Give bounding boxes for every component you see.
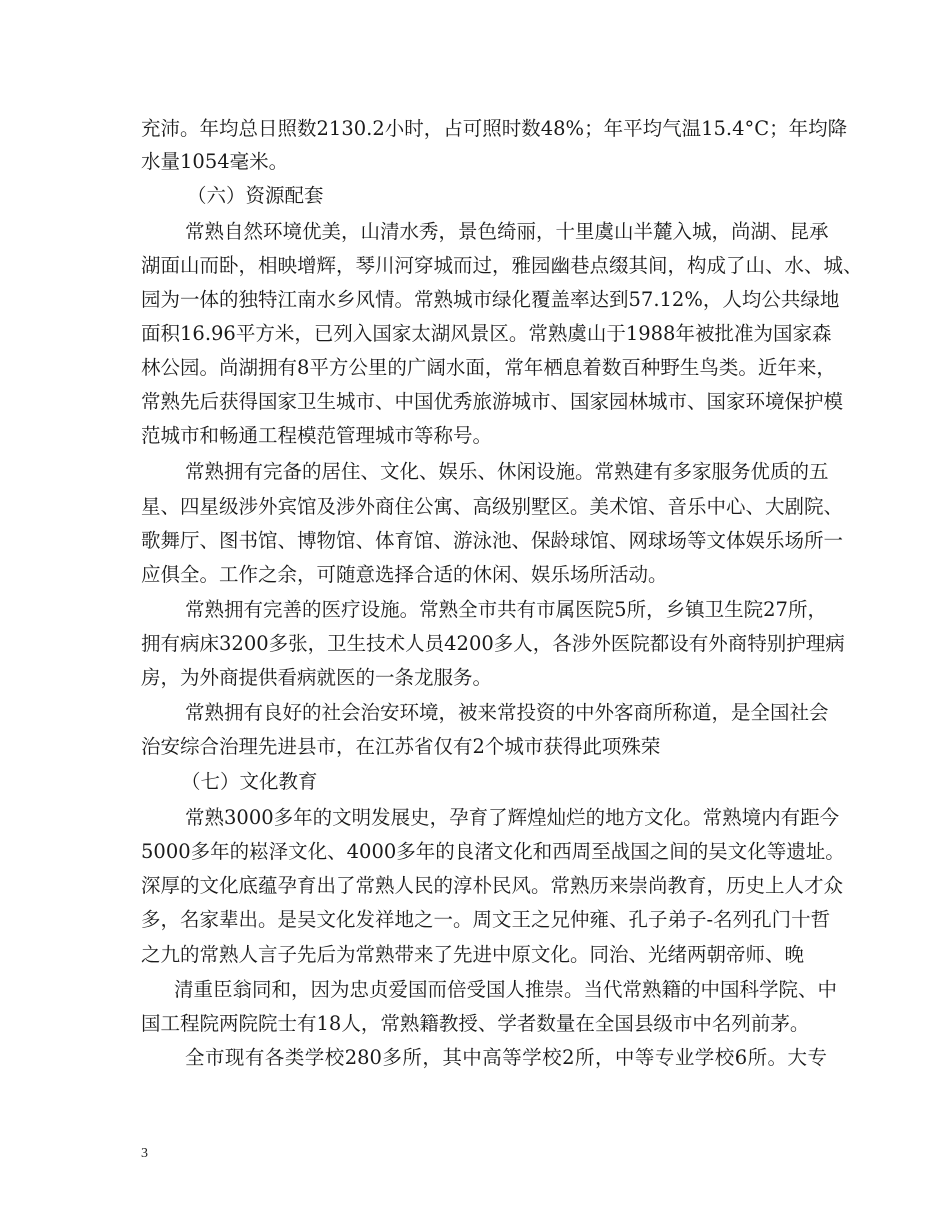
text-line: 多，名家辈出。是吴文化发祥地之一。周文王之兄仲雍、孔子弟子-名列孔门十哲 xyxy=(141,908,831,931)
text-line: 常熟先后获得国家卫生城市、中国优秀旅游城市、国家园林城市、国家环境保护模 xyxy=(141,390,844,413)
text-line: 歌舞厅、图书馆、博物馆、体育馆、游泳池、保龄球馆、网球场等文体娱乐场所一 xyxy=(141,529,844,552)
text-line: 常熟拥有完善的医疗设施。常熟全市共有市属医院5所，乡镇卫生院27所， xyxy=(185,598,827,621)
text-line: 之九的常熟人言子先后为常熟带来了先进中原文化。同治、光绪两朝帝师、晚 xyxy=(141,943,805,966)
text-line: 常熟自然环境优美，山清水秀，景色绮丽，十里虞山半麓入城，尚湖、昆承 xyxy=(185,220,829,243)
text-line: 清重臣翁同和，因为忠贞爱国而倍受国人推崇。当代常熟籍的中国科学院、中 xyxy=(174,978,838,1001)
text-line: 林公园。尚湖拥有8平方公里的广阔水面，常年栖息着数百种野生鸟类。近年来， xyxy=(141,356,836,379)
section-heading: （七）文化教育 xyxy=(181,770,318,793)
text-line: 全市现有各类学校280多所，其中高等学校2所，中等专业学校6所。大专 xyxy=(185,1046,827,1069)
text-line: 常熟3000多年的文明发展史，孕育了辉煌灿烂的地方文化。常熟境内有距今 xyxy=(185,806,840,829)
text-line: 房，为外商提供看病就医的一条龙服务。 xyxy=(141,666,493,689)
text-line: 常熟拥有良好的社会治安环境，被来常投资的中外客商所称道，是全国社会 xyxy=(185,701,829,724)
page-number: 3 xyxy=(141,1146,148,1161)
text-line: 国工程院两院院士有18人，常熟籍教授、学者数量在全国县级市中名列前茅。 xyxy=(141,1012,810,1035)
text-line: 水量1054毫米。 xyxy=(141,150,289,173)
section-heading: （六）资源配套 xyxy=(187,184,324,207)
text-line: 面积16.96平方米，已列入国家太湖风景区。常熟虞山于1988年被批准为国家森 xyxy=(141,322,832,345)
text-line: 园为一体的独特江南水乡风情。常熟城市绿化覆盖率达到57.12%，人均公共绿地 xyxy=(141,288,840,311)
text-line: 应俱全。工作之余，可随意选择合适的休闲、娱乐场所活动。 xyxy=(141,563,668,586)
text-line: 拥有病床3200多张，卫生技术人员4200多人，各涉外医院都设有外商特别护理病 xyxy=(141,632,845,655)
text-line: 常熟拥有完备的居住、文化、娱乐、休闲设施。常熟建有多家服务优质的五 xyxy=(185,460,829,483)
text-line: 范城市和畅通工程模范管理城市等称号。 xyxy=(141,424,493,447)
text-line: 治安综合治理先进县市，在江苏省仅有2个城市获得此项殊荣 xyxy=(141,735,661,758)
text-line: 星、四星级涉外宾馆及涉外商住公寓、高级别墅区。美术馆、音乐中心、大剧院、 xyxy=(141,495,844,518)
text-line: 深厚的文化底蕴孕育出了常熟人民的淳朴民风。常熟历来崇尚教育，历史上人才众 xyxy=(141,874,844,897)
text-line: 湖面山而卧，相映增辉，琴川河穿城而过，雅园幽巷点缀其间，构成了山、水、城、 xyxy=(141,254,863,277)
text-line: 充沛。年均总日照数2130.2小时，占可照时数48%；年平均气温15.4°C；年均降 xyxy=(141,117,848,140)
text-line: 5000多年的崧泽文化、4000多年的良渚文化和西周至战国之间的吴文化等遗址。 xyxy=(141,840,845,863)
